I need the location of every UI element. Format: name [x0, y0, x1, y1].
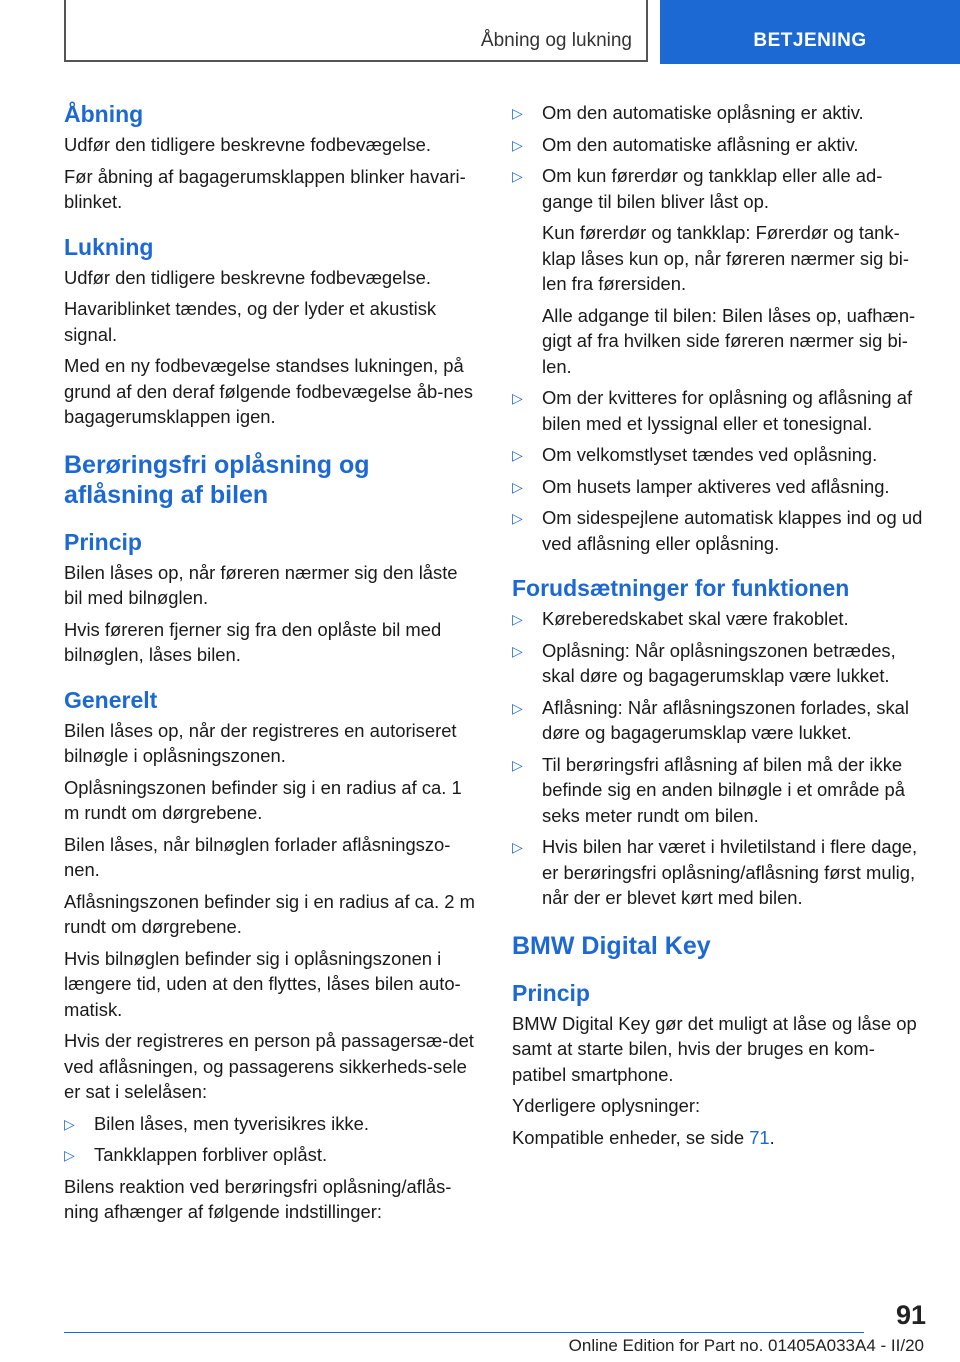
list-item: ▷ Køreberedskabet skal være frakoblet.	[512, 606, 928, 632]
triangle-bullet-icon: ▷	[512, 510, 523, 526]
triangle-bullet-icon: ▷	[512, 168, 523, 184]
triangle-bullet-icon: ▷	[512, 478, 523, 495]
paragraph: Hvis bilnøglen befinder sig i oplåsningszonen i længere tid, uden at den flyttes, låses bilen auto-matisk.	[64, 947, 461, 1020]
footer-text: Online Edition for Part no. 01405A033A4 - II/20	[568, 1336, 924, 1355]
triangle-bullet-icon: ▷	[64, 1147, 75, 1163]
triangle-bullet-icon: ▷	[512, 839, 523, 855]
paragraph: Hvis føreren fjerner sig fra den oplåste bil med bilnøglen, låses bilen.	[64, 618, 442, 665]
heading-general: Generelt	[64, 686, 158, 713]
paragraph: Bilen låses op, når der registreres en autoriseret bilnøgle i oplåsningszonen.	[64, 719, 457, 766]
list-item: ▷ Om den automatiske aflåsning er aktiv.	[512, 132, 928, 158]
triangle-bullet-icon: ▷	[512, 756, 523, 773]
triangle-bullet-icon: ▷	[64, 1115, 75, 1132]
list-item: ▷ Om sidespejlene automatisk klappes ind og ud ved aflåsning eller oplåsning.	[512, 507, 923, 554]
triangle-bullet-icon: ▷	[512, 390, 523, 406]
paragraph: BMW Digital Key gør det muligt at låse og låse op samt at starte bilen, hvis der bruges en kom-patibel smartphone.	[512, 1012, 917, 1085]
page-reference-link[interactable]: 71	[749, 1126, 770, 1148]
section-tab[interactable]: BETJENING	[660, 0, 960, 64]
triangle-bullet-icon: ▷	[512, 136, 523, 153]
paragraph: Bilens reaktion ved berøringsfri oplåsning/aflås-ning afhænger af følgende indstillinger:	[64, 1175, 452, 1222]
triangle-bullet-icon: ▷	[512, 105, 523, 121]
heading-digital-key: BMW Digital Key	[512, 931, 711, 960]
paragraph: Kompatible enheder, se side 71.	[512, 1126, 775, 1148]
list-item: ▷ Om kun førerdør og tankklap eller alle ad-gange til bilen bliver låst op.	[512, 165, 883, 212]
paragraph: Bilen låses op, når føreren nærmer sig den låste bil med bilnøglen.	[64, 561, 458, 608]
list-item: ▷ Om husets lamper aktiveres ved aflåsning.	[512, 474, 928, 500]
heading-touchless: Berøringsfri oplåsning og aflåsning af bilen	[64, 450, 370, 509]
list-item: ▷ Til berøringsfri aflåsning af bilen må der ikke befinde sig en anden bilnøgle i et område på seks meter rundt om bilen.	[512, 753, 905, 826]
triangle-bullet-icon: ▷	[512, 642, 523, 659]
sub-paragraph: Alle adgange til bilen: Bilen låses op, uafhæn-gigt af fra hvilken side føreren nærmer sig bi-len.	[542, 304, 916, 377]
footer-divider	[64, 1332, 864, 1333]
paragraph: Udfør den tidligere beskrevne fodbevægelse.	[64, 266, 431, 288]
list-item: ▷ Oplåsning: Når oplåsningszonen betrædes, skal døre og bagagerumsklap være lukket.	[512, 639, 896, 686]
paragraph: Aflåsningszonen befinder sig i en radius af ca. 2 m rundt om dørgrebene.	[64, 890, 475, 937]
heading-open: Åbning	[64, 101, 144, 127]
paragraph: Udfør den tidligere beskrevne fodbevægelse.	[64, 134, 431, 155]
paragraph: Oplåsningszonen befinder sig i en radius af ca. 1 m rundt om dørgrebene.	[64, 776, 462, 823]
paragraph: Hvis der registreres en person på passagersæ-det ved aflåsningen, og passagerens sikkerheds-sele er sat i selelåsen:	[64, 1030, 474, 1102]
paragraph: Bilen låses, når bilnøglen forlader aflåsningszo-nen.	[64, 833, 451, 880]
left-column	[64, 100, 480, 1231]
paragraph: Havariblinket tændes, og der lyder et akustisk signal.	[64, 298, 437, 345]
heading-principle: Princip	[512, 979, 590, 1006]
chapter-title: Åbning og lukning	[64, 0, 648, 62]
triangle-bullet-icon: ▷	[512, 447, 523, 463]
sub-paragraph: Kun førerdør og tankklap: Førerdør og tank-klap låses kun op, når føreren nærmer sig bi-len fra førersiden.	[542, 222, 909, 294]
triangle-bullet-icon: ▷	[512, 699, 523, 716]
paragraph: Før åbning af bagagerumsklappen blinker havari-blinket.	[64, 165, 466, 212]
list-item: ▷ Om velkomstlyset tændes ved oplåsning.	[512, 442, 928, 468]
list-item: ▷ Om der kvitteres for oplåsning og aflåsning af bilen med et lyssignal eller et tonesignal.	[512, 387, 913, 434]
list-item: ▷ Om den automatiske oplåsning er aktiv.	[512, 100, 928, 126]
heading-principle: Princip	[64, 528, 142, 555]
page-number: 91	[895, 1300, 926, 1330]
list-item: ▷ Hvis bilen har været i hviletilstand i flere dage, er berøringsfri oplåsning/aflåsning først mulig, når der er blevet kørt med bilen.	[512, 836, 918, 908]
heading-prerequisites: Forudsætninger for funktionen	[512, 575, 850, 601]
heading-close: Lukning	[64, 233, 154, 260]
list-item: ▷ Bilen låses, men tyverisikres ikke.	[64, 1111, 480, 1137]
right-column	[512, 100, 928, 1156]
list-item: ▷ Aflåsning: Når aflåsningszonen forlades, skal døre og bagagerumsklap være lukket.	[512, 696, 909, 743]
triangle-bullet-icon: ▷	[512, 611, 523, 627]
list-item: ▷ Tankklappen forbliver oplåst.	[64, 1142, 480, 1168]
paragraph: Med en ny fodbevægelse standses lukningen, på grund af den deraf følgende fodbevægelse åb-nes bagagerumsklappen igen.	[64, 355, 473, 427]
page-header	[64, 0, 960, 64]
paragraph: Yderligere oplysninger:	[512, 1095, 701, 1116]
